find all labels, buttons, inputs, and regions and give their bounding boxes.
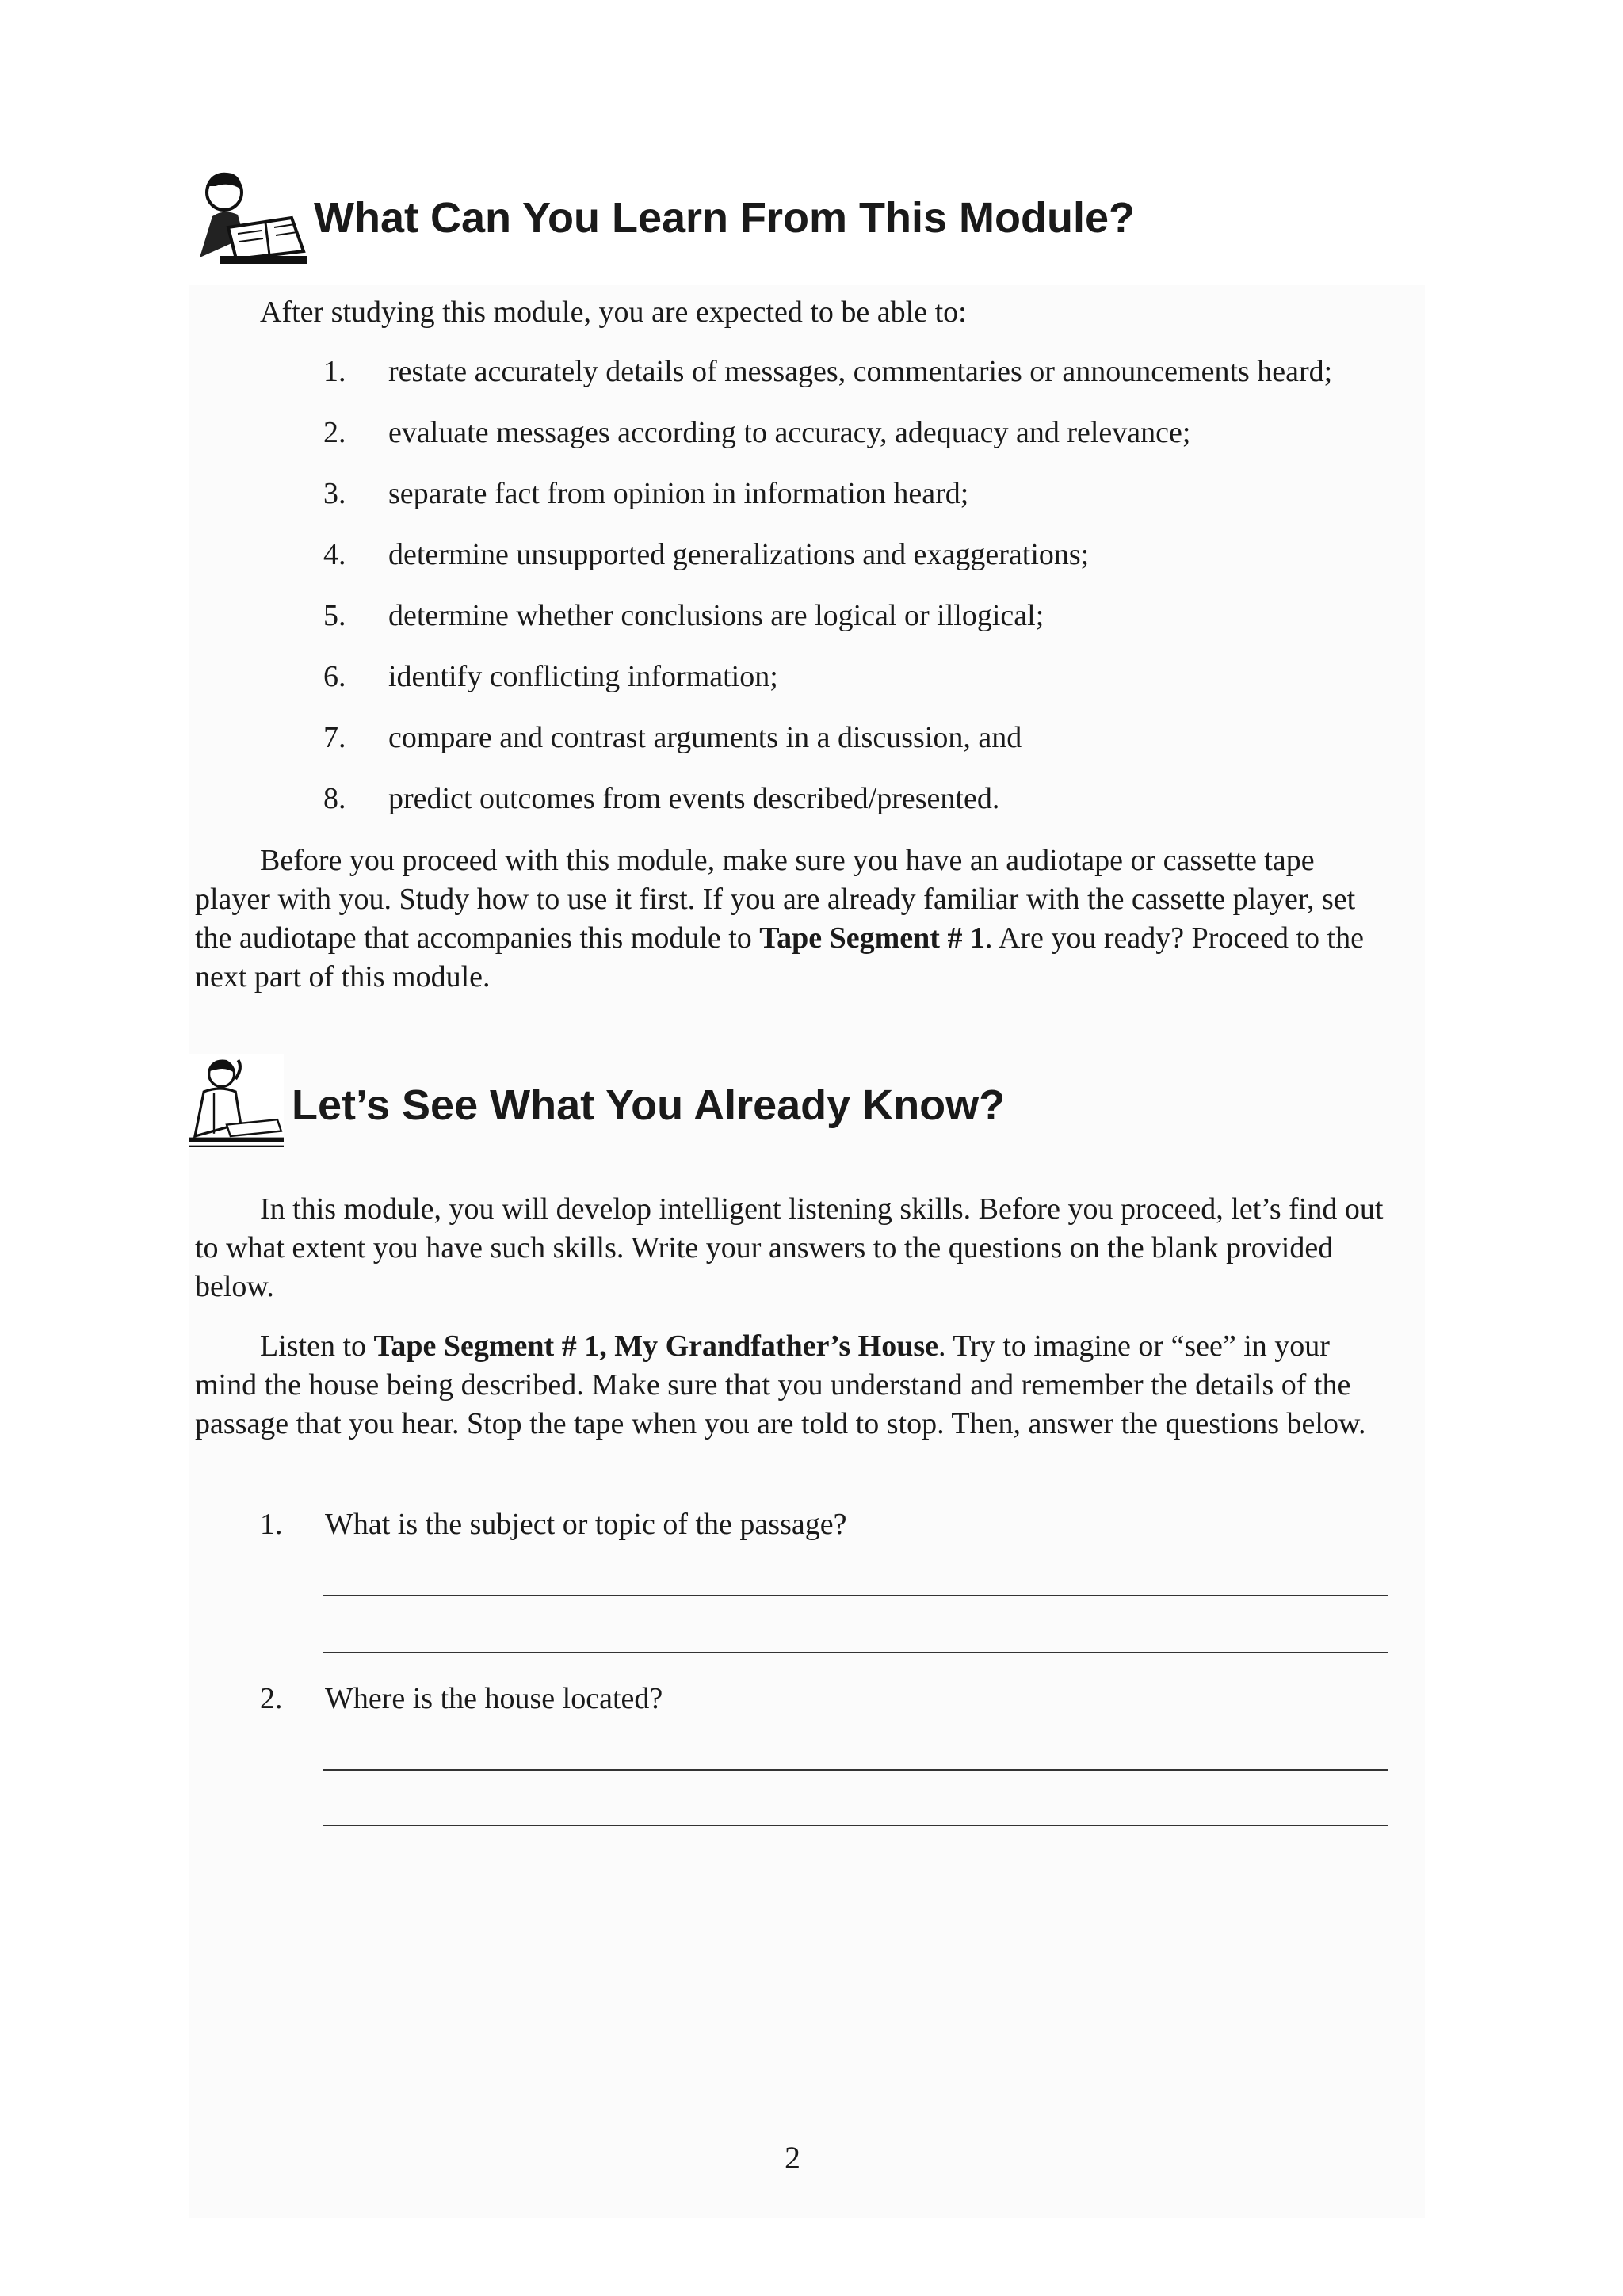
student-reading-icon xyxy=(189,162,307,265)
answer-line[interactable] xyxy=(323,1595,1388,1596)
list-item: 1. restate accurately details of messages, commentaries or announcements heard; xyxy=(323,355,1333,388)
question-item: 2. Where is the house located? xyxy=(260,1682,663,1715)
list-item: 5. determine whether conclusions are logical or illogical; xyxy=(323,599,1044,632)
section-title-learn: What Can You Learn From This Module? xyxy=(314,194,1136,242)
section-header-learn xyxy=(189,162,1135,265)
list-item: 7. compare and contrast arguments in a discussion, and xyxy=(323,721,1022,754)
intro-paragraph: In this module, you will develop intelligent listening skills. Before you proceed, let’s find out to what extent you have such skills. Write your answers to the questions on the blank provided below. xyxy=(195,1192,1384,1303)
intro-text: After studying this module, you are expected to be able to: xyxy=(260,296,967,329)
list-item: 6. identify conflicting information; xyxy=(323,660,778,693)
before-you-proceed-paragraph: Before you proceed with this module, make sure you have an audiotape or cassette tape player with you. Study how to use it first. If you are already familiar with the cassette player, set the audiotape that accompanies this module to Tape Segment # 1. Are you ready? Proceed to the next part of this module. xyxy=(195,844,1364,994)
answer-line[interactable] xyxy=(323,1825,1388,1826)
list-item: 4. determine unsupported generalizations and exaggerations; xyxy=(323,538,1090,571)
question-item: 1. What is the subject or topic of the passage? xyxy=(260,1508,847,1541)
listen-instructions-paragraph: Listen to Tape Segment # 1, My Grandfather’s House. Try to imagine or “see” in your mind the house being described. Make sure that you understand and remember the details of the passage that you hear. Stop the tape when you are told to stop. Then, answer the questions below. xyxy=(195,1329,1366,1440)
list-item: 3. separate fact from opinion in information heard; xyxy=(323,477,969,510)
list-item: 2. evaluate messages according to accuracy, adequacy and relevance; xyxy=(323,416,1191,449)
section-title-already-know: Let’s See What You Already Know? xyxy=(292,1081,1006,1129)
section-header-already-know xyxy=(189,1042,1005,1161)
answer-line[interactable] xyxy=(323,1652,1388,1653)
student-thinking-icon xyxy=(189,1042,284,1161)
list-item: 8. predict outcomes from events described/presented. xyxy=(323,782,1000,815)
page-number: 2 xyxy=(785,2140,800,2176)
answer-line[interactable] xyxy=(323,1769,1388,1771)
